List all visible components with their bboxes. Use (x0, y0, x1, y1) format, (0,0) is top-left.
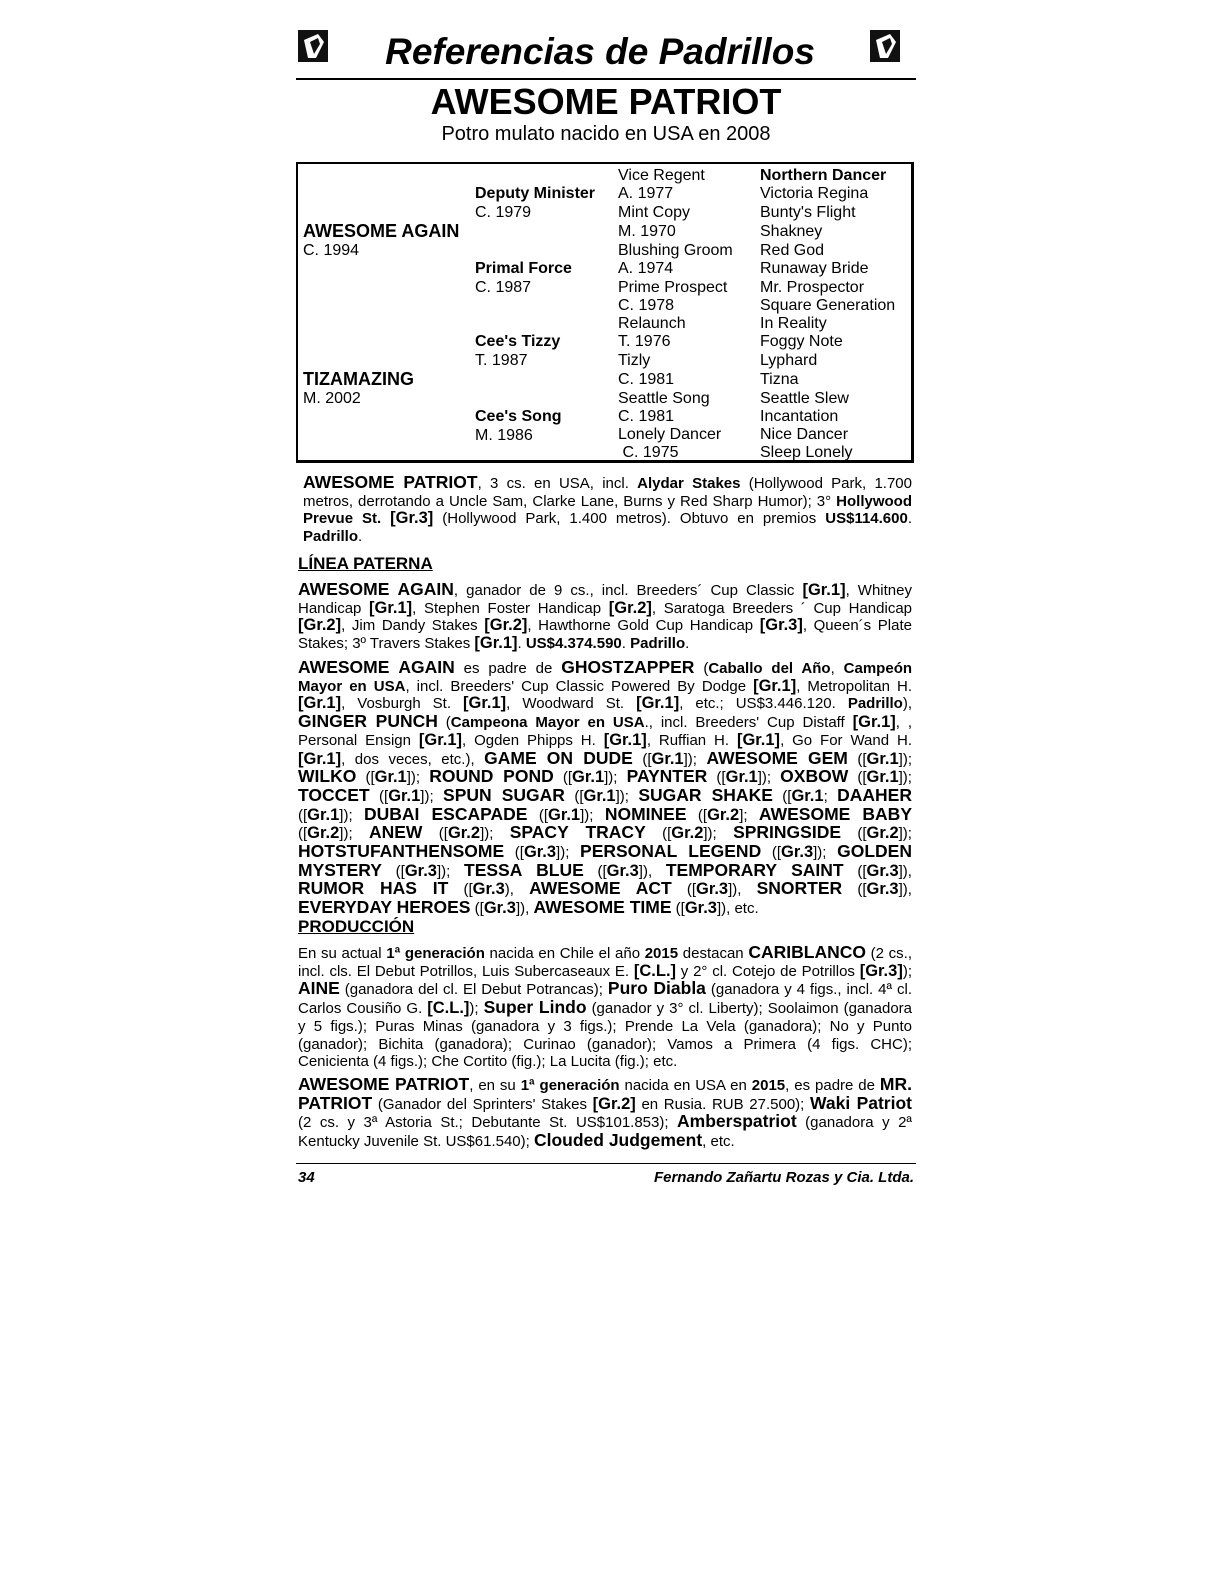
offspring-name: TESSA BLUE (464, 859, 584, 880)
text-run: ]); (580, 806, 605, 824)
horse-name-inline: AWESOME PATRIOT (298, 1074, 470, 1094)
text-run: ]; (739, 806, 759, 824)
section-heading-sire-line: LÍNEA PATERNA (298, 554, 433, 573)
text-run: (ganador y 3° cl. Liberty); Soolaimon (ganadora y 5 figs.); Puras Minas (ganadora y 3 figs.); Prende La Vela (ganadora); No y Punto (ganador); Bichita (ganadora); Curinao (ganador); Vamos a Primera (4 figs. CHC); Cenicienta (4 figs.); Che Cortito (fig.); La Lucita (fig.); etc. (298, 1000, 912, 1071)
pedigree-grandparent-name: Cee's Tizzy (475, 333, 561, 350)
pedigree-grandparent-info: C. 1987 (475, 279, 532, 296)
text-run: ]), etc. (716, 900, 759, 918)
text-run: ]); (703, 825, 734, 843)
pedigree-sire-name: AWESOME AGAIN (303, 221, 460, 241)
text-run: ]); (604, 769, 627, 787)
offspring-name: SPRINGSIDE (733, 822, 842, 843)
horse-name-inline: AWESOME PATRIOT (303, 472, 478, 492)
text-run: ]); (480, 825, 510, 843)
offspring-name: MR. PATRIOT (298, 1074, 912, 1113)
text-run: ; (823, 787, 838, 805)
text-run: , es padre de (785, 1077, 880, 1094)
grade-badge: [Gr.1] (736, 730, 781, 749)
pedigree-col4-line: Northern Dancer (760, 167, 887, 184)
grade-badge: Gr.1 (307, 805, 340, 824)
text-run: . (358, 528, 363, 546)
earnings: US$114.600 (825, 510, 908, 528)
text-run: ]); (683, 750, 707, 768)
text-run: ([ (761, 844, 782, 862)
grade-badge: [Gr.3] (390, 509, 434, 528)
offspring-name: AWESOME TIME (533, 897, 672, 918)
pedigree-col3-line: Vice Regent (618, 167, 705, 184)
grade-badge: Gr.3 (866, 861, 899, 880)
pedigree-col3-line: A. 1977 (618, 185, 674, 202)
text-run: ([ (527, 806, 548, 824)
year: 2015 (751, 1077, 786, 1094)
offspring-name: AWESOME BABY (758, 803, 912, 824)
text-run: (Hollywood Park, 1.400 metros). Obtuvo en premios (433, 510, 826, 528)
text-run: ]), (515, 900, 534, 918)
text-run: ]), (898, 881, 912, 899)
grade-badge: [Gr.1] (753, 676, 797, 695)
pedigree-col4-line: Shakney (760, 223, 823, 240)
text-run: ]); (339, 825, 369, 843)
text-run: ]); (339, 806, 364, 824)
grade-badge: [Gr.1] (802, 581, 846, 599)
text-run: y 2° cl. Cotejo de Potrillos (676, 962, 860, 980)
text-run: ([ (583, 862, 607, 880)
text-run: ([ (848, 769, 867, 787)
status: Padrillo (847, 695, 903, 713)
text-run: , Jim Dandy Stakes (341, 617, 485, 635)
text-run: destacan (678, 945, 749, 962)
text-run: , Queen´s Plate Stakes; 3º Travers Stakes (298, 617, 912, 653)
pedigree-grandparent-name: Deputy Minister (475, 185, 596, 202)
grade-badge: Gr.3 (404, 861, 437, 880)
text-run: en Rusia. RUB 27.500); (635, 1095, 811, 1113)
offspring-name: Puro Diabla (607, 978, 706, 999)
offspring-name: Waki Patriot (810, 1092, 912, 1113)
pedigree-grandparent-info: C. 1979 (475, 204, 532, 221)
grade-badge: [Gr.1] (369, 598, 413, 617)
pedigree-dam-info: M. 2002 (303, 390, 361, 407)
grade-badge: Gr.3 (606, 861, 639, 880)
pedigree-col3-line: Tizly (618, 352, 651, 369)
pedigree-col4-line: In Reality (760, 315, 827, 332)
text-run: ([ (671, 900, 685, 918)
offspring-name: SPACY TRACY (509, 822, 646, 843)
text-run: , Ogden Phipps H. (462, 731, 604, 749)
pedigree-col4-line: Incantation (760, 408, 839, 425)
text-run: (Ganador del Sprinters' Stakes (372, 1095, 593, 1113)
grade-badge: Gr.3 (866, 880, 899, 899)
grade-badge: Gr.1 (866, 749, 899, 768)
offspring-name: AINE (298, 978, 340, 999)
offspring-name: GAME ON DUDE (484, 747, 633, 768)
pedigree-col3-line: Relaunch (618, 315, 686, 332)
grade-badge: Gr.3 (781, 843, 814, 862)
text-run: , ganador de 9 cs., incl. Breeders´ Cup Classic (453, 582, 803, 599)
grade-badge: Gr.2 (307, 824, 340, 843)
offspring-name: HOTSTUFANTHENSOME (298, 841, 505, 862)
grade-badge: Gr.1 (548, 805, 581, 824)
generation-label: 1ª generación (386, 945, 485, 962)
pedigree-grandparent-info: M. 1986 (475, 427, 533, 444)
text-run: ]); (420, 787, 444, 805)
race-name: Alydar Stakes (637, 475, 741, 492)
text-run: nacida en USA en (619, 1077, 752, 1094)
sire-name: AWESOME AGAIN (298, 579, 454, 599)
text-run: ( (437, 714, 451, 732)
pedigree-col4-line: Lyphard (760, 352, 818, 369)
offspring-name: TEMPORARY SAINT (665, 859, 844, 880)
pedigree-col4-line: Foggy Note (760, 333, 843, 350)
grade-badge: [Gr.3] (859, 961, 903, 980)
text-run: ); (902, 962, 912, 980)
text-run: ([ (671, 881, 696, 899)
grade-badge: Gr.3 (696, 880, 729, 899)
pedigree-col4-line: Square Generation (760, 297, 896, 314)
pedigree-col4-line: Tizna (760, 371, 799, 388)
grade-badge: [Gr.1] (298, 749, 342, 768)
section-heading-production: PRODUCCIÓN (298, 917, 415, 936)
text-run: ([ (843, 862, 867, 880)
text-run: ([ (772, 787, 792, 805)
page-title: Referencias de Padrillos (385, 31, 815, 72)
pedigree-col3-line: C. 1981 (618, 408, 675, 425)
offspring-name: TOCCET (298, 784, 370, 805)
grade-badge: [Gr.1] (636, 694, 680, 713)
pedigree-grandparent-name: Cee's Song (475, 408, 562, 425)
text-run: ]); (757, 769, 781, 787)
pedigree-col4-line: Seattle Slew (760, 390, 849, 407)
pedigree-col3-line: C. 1981 (618, 371, 675, 388)
pedigree-col3-line: Prime Prospect (618, 279, 728, 296)
text-run: ([ (686, 806, 708, 824)
grade-badge: [Gr.2] (608, 598, 652, 617)
race-name: Hollywood Prevue St. (303, 492, 912, 528)
text-run: , incl. Breeders' Cup Classic Powered By Dodge (405, 677, 754, 695)
text-run: ]); (898, 769, 912, 787)
horse-subtitle: Potro mulato nacido en USA en 2008 (441, 123, 771, 145)
offspring-name: WILKO (298, 766, 357, 787)
text-run: ([ (422, 825, 448, 843)
offspring-name: AWESOME ACT (529, 878, 672, 899)
text-run: ([ (564, 787, 584, 805)
grade-badge: Gr.3 (523, 843, 557, 862)
offspring-name: CARIBLANCO (748, 942, 866, 962)
offspring-name: NOMINEE (604, 803, 687, 824)
text-run: ([ (504, 844, 524, 862)
text-run: , Saratoga Breeders ´ Cup Handicap (651, 599, 913, 617)
offspring-name: Super Lindo (483, 997, 587, 1018)
grade-badge: Gr.3 (483, 899, 516, 918)
text-run: ( (694, 660, 709, 677)
grade-badge: [Gr.2] (298, 616, 342, 635)
text-run: nacida en Chile el año (484, 945, 645, 962)
offspring-list (298, 747, 912, 918)
grade-badge: [Gr.1] (474, 634, 518, 653)
text-run: ]), (898, 862, 912, 880)
pedigree-col3-line: T. 1976 (618, 333, 671, 350)
grade-badge: Gr.1 (572, 768, 605, 787)
text-run: . (907, 510, 913, 528)
grade-badge: Gr.2 (707, 805, 740, 824)
text-run: ([ (298, 806, 308, 824)
offspring-name: DUBAI ESCAPADE (364, 803, 528, 824)
text-run: , 3 cs. en USA, incl. (477, 475, 638, 492)
offspring-name: PERSONAL LEGEND (580, 841, 762, 862)
generation-label: 1ª generación (520, 1077, 620, 1094)
text-run: ]); (556, 844, 581, 862)
text-run: ([ (298, 825, 308, 843)
grade-badge: Gr.1 (651, 749, 684, 768)
offspring-name: GOLDEN MYSTERY (298, 841, 912, 880)
offspring-name: OXBOW (780, 766, 849, 787)
text-run: , (830, 660, 844, 677)
offspring-name: GINGER PUNCH (298, 711, 438, 732)
race-record-paragraph (303, 474, 912, 546)
text-run: , etc.; US$3.446.120. (679, 695, 848, 713)
grade-badge: Gr.2 (671, 824, 704, 843)
text-run: (ganadora y 4 figs., incl. 4ª cl. Carlos Cousiño G. (298, 981, 913, 1018)
pedigree-col4-line: Mr. Prospector (760, 279, 865, 296)
pedigree-dam-name: TIZAMAZING (303, 369, 414, 389)
publisher: Fernando Zañartu Rozas y Cia. Ltda. (653, 1169, 914, 1186)
grade-badge: [Gr.1] (298, 694, 342, 713)
text-run: ([ (842, 881, 867, 899)
text-run: ]), (728, 881, 757, 899)
pedigree-col4-line: Bunty's Flight (760, 204, 856, 221)
offspring-name: AWESOME GEM (706, 747, 848, 768)
text-run: (2 cs. y 3ª Astoria St.; Debutante St. US$101.853); (298, 1114, 678, 1132)
horse-head-logo-icon (296, 28, 334, 66)
title: Campeón Mayor en USA (298, 660, 913, 695)
grade-badge: [Gr.1] (463, 694, 507, 713)
text-run: , Metropolitan H. (796, 677, 912, 695)
pedigree-col4-line: Red God (760, 242, 825, 259)
offspring-name: EVERYDAY HEROES (298, 897, 471, 918)
pedigree-col3-line: Blushing Groom (618, 242, 733, 259)
text-run: ([ (448, 881, 473, 899)
production-chile-paragraph (298, 944, 912, 1071)
sire-offspring-paragraph (298, 659, 912, 918)
text-run: ([ (381, 862, 405, 880)
grade-badge: Gr.1 (583, 786, 616, 805)
pedigree-col3-line: Seattle Song (618, 390, 710, 407)
text-run: ([ (645, 825, 672, 843)
text-run: ]); (436, 862, 465, 880)
offspring-name: GHOSTZAPPER (561, 657, 695, 677)
pedigree-grandparent-info: T. 1987 (475, 352, 528, 369)
text-run: , etc. (702, 1133, 735, 1151)
text-run: , Go For Wand H. (780, 731, 912, 749)
text-run: ([ (841, 825, 867, 843)
offspring-name: SUGAR SHAKE (638, 784, 773, 805)
footer-divider (296, 1163, 916, 1164)
grade-badge: Gr.3 (684, 899, 717, 918)
text-run: (2 cs., incl. cls. El Debut Potrillos, Luis Subercaseaux E. (298, 945, 913, 980)
grade-badge: [C.L.] (427, 999, 470, 1018)
title: Caballo del Año (708, 660, 831, 677)
earnings: US$4.374.590 (525, 635, 622, 653)
text-run: , , Personal Ensign (298, 714, 912, 749)
page-number: 34 (298, 1169, 315, 1186)
text-run: ), (902, 695, 912, 713)
pedigree-grandparent-name: Primal Force (475, 260, 572, 277)
pedigree-col3-line: Mint Copy (618, 204, 691, 221)
text-run: ]); (898, 750, 912, 768)
grade-badge: [Gr.1] (852, 713, 896, 732)
text-run: ([ (707, 769, 726, 787)
text-run: , en su (469, 1077, 521, 1094)
text-run: ([ (369, 787, 389, 805)
offspring-name: SNORTER (756, 878, 843, 899)
grade-badge: [Gr.1] (603, 730, 647, 749)
text-run: , Stephen Foster Handicap (412, 599, 609, 617)
text-run: ([ (356, 769, 375, 787)
text-run: . (685, 635, 690, 653)
offspring-name: DAAHER (837, 784, 912, 805)
pedigree-col3-line: Lonely Dancer (618, 426, 722, 443)
pedigree-col3-line: C. 1975 (618, 444, 679, 461)
text-run: , Woodward St. (506, 695, 637, 713)
text-run: ([ (553, 769, 573, 787)
offspring-name: Clouded Judgement (533, 1130, 703, 1151)
grade-badge: Gr.2 (447, 824, 481, 843)
pedigree-col3-line: C. 1978 (618, 297, 675, 314)
text-run: (ganadora del cl. El Debut Potrancas); (339, 981, 608, 999)
grade-badge: Gr.1 (866, 768, 899, 787)
grade-badge: [C.L.] (633, 961, 677, 980)
text-run: ]); (406, 769, 430, 787)
grade-badge: [Gr.2] (592, 1094, 636, 1113)
text-run: , Ruffian H. (646, 731, 737, 749)
offspring-name: SPUN SUGAR (443, 784, 565, 805)
sire-record-paragraph (298, 581, 912, 653)
pedigree-col4-line: Runaway Bride (760, 260, 869, 277)
text-run: es padre de (454, 660, 562, 677)
offspring-name: RUMOR HAS IT (298, 878, 449, 899)
text-run: ([ (847, 750, 867, 768)
status: Padrillo (630, 635, 686, 653)
text-run: ]); (615, 787, 639, 805)
grade-badge: [Gr.2] (484, 616, 528, 635)
production-usa-paragraph (298, 1076, 912, 1151)
text-run: , Hawthorne Gold Cup Handicap (527, 617, 760, 635)
offspring-name: ROUND POND (429, 766, 554, 787)
pedigree-col3-line: M. 1970 (618, 223, 676, 240)
grade-badge: Gr.1 (374, 768, 407, 787)
text-run: , Vosburgh St. (341, 695, 464, 713)
grade-badge: Gr.1 (791, 786, 824, 805)
text-run: ]); (813, 844, 838, 862)
horse-head-logo-icon (868, 28, 906, 66)
text-run: ), (504, 881, 530, 899)
offspring-name: Amberspatriot (677, 1111, 797, 1132)
text-run: . (517, 635, 526, 653)
pedigree-col4-line: Nice Dancer (760, 426, 849, 443)
grade-badge: [Gr.1] (418, 730, 462, 749)
sire-name: AWESOME AGAIN (298, 657, 455, 677)
pedigree-col3-line: A. 1974 (618, 260, 674, 277)
grade-badge: Gr.1 (725, 768, 758, 787)
year: 2015 (644, 945, 679, 962)
text-run: ]), (638, 862, 666, 880)
text-run: , dos veces, etc.), (341, 750, 485, 768)
text-run: ([ (470, 900, 484, 918)
text-run: (Hollywood Park, 1.700 metros, derrotando a Uncle Sam, Clarke Lane, Burns y Red Sharp Humor); 3° (303, 475, 912, 510)
text-run: ([ (632, 750, 652, 768)
status: Padrillo (303, 528, 359, 546)
text-run: . (621, 635, 631, 653)
title: Campeona Mayor en USA (450, 714, 645, 732)
text-run: (ganadora y 2ª Kentucky Juvenile St. US$61.540); (298, 1114, 912, 1151)
grade-badge: Gr.1 (388, 786, 421, 805)
grade-badge: Gr.2 (866, 824, 899, 843)
offspring-name: PAYNTER (626, 766, 708, 787)
text-run: ]); (898, 825, 912, 843)
grade-badge: [Gr.3] (759, 616, 803, 635)
horse-name: AWESOME PATRIOT (430, 81, 782, 122)
pedigree-col4-line: Sleep Lonely (760, 444, 853, 461)
text-run: , Whitney Handicap (298, 582, 912, 617)
text-run: ., incl. Breeders' Cup Distaff (644, 714, 853, 732)
offspring-name: ANEW (368, 822, 423, 843)
text-run: En su actual (298, 945, 387, 962)
grade-badge: Gr.3 (472, 880, 505, 899)
pedigree-sire-info: C. 1994 (303, 242, 360, 259)
text-run: ); (469, 1000, 484, 1018)
pedigree-col4-line: Victoria Regina (760, 185, 869, 202)
